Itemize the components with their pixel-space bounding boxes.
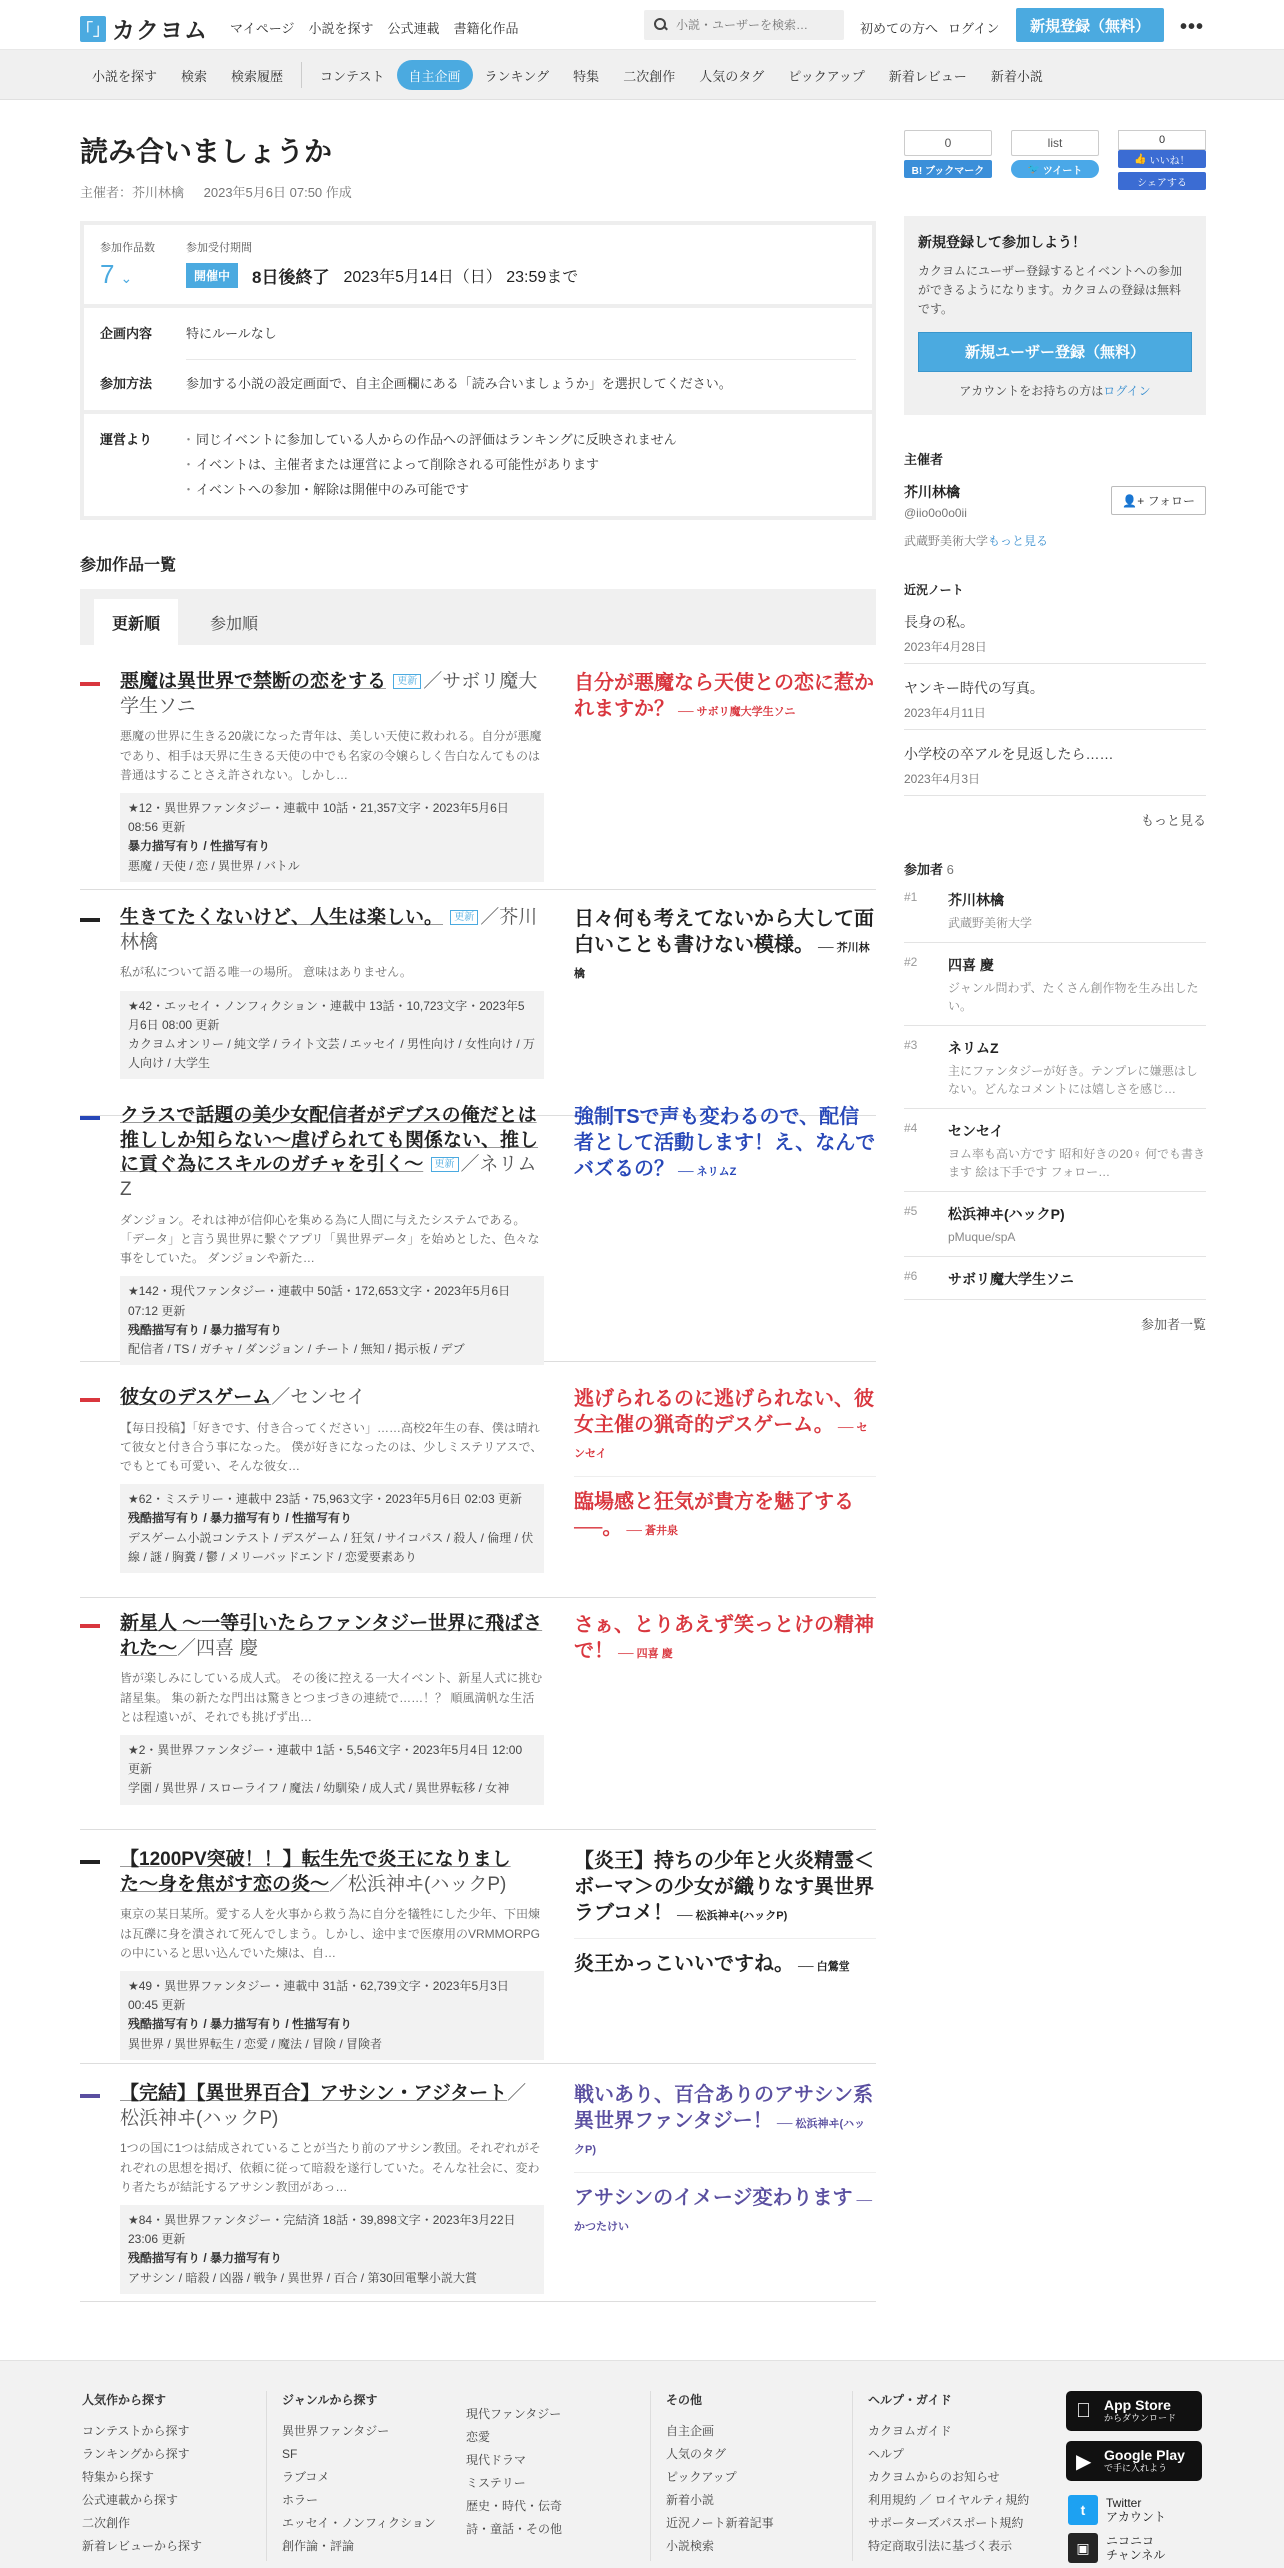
works-section-title: 参加作品一覧 bbox=[80, 557, 177, 575]
work-warnings: 残酷描写有り / 暴力描写有り bbox=[128, 1322, 283, 1337]
twitter-account-link[interactable]: t Twitter アカウント bbox=[1068, 2495, 1166, 2525]
work-color-bar bbox=[80, 1398, 100, 1402]
subnav-feature[interactable]: 特集 bbox=[573, 68, 600, 84]
host-name[interactable]: 芥川林檎 bbox=[904, 483, 960, 500]
nav-official-serials[interactable]: 公式連載 bbox=[387, 21, 440, 36]
twitter-bird-icon: 🐦 bbox=[1027, 163, 1041, 175]
subnav-pickup[interactable]: ピックアップ bbox=[788, 68, 865, 84]
tweet-button[interactable]: 🐦 ツイート bbox=[1011, 160, 1099, 178]
work-title-link[interactable]: 【1200PV突破！！】転生先で炎王になりました〜身を焦がす恋の炎〜 bbox=[120, 1849, 511, 1895]
review-author: ── ネリムZ bbox=[678, 1166, 737, 1178]
footer-link[interactable]: エッセイ・ノンフィクション bbox=[282, 2516, 436, 2530]
add-user-icon: 👤+ bbox=[1122, 494, 1145, 509]
review-author: ── 松浜神ヰ(ハックP) bbox=[677, 1910, 788, 1922]
footer-heading: その他 bbox=[666, 2393, 703, 2407]
note-title[interactable]: 小学校の卒アルを見返したら…… bbox=[904, 745, 1114, 762]
work-stats: ★2・異世界ファンタジー・連載中 1話・5,546文字・2023年5月4日 12:00 更新 bbox=[128, 1742, 523, 1777]
method-value: 参加する小説の設定画面で、自主企画欄にある「読み合いましょうか」を選択してください。 bbox=[186, 375, 732, 391]
subnav-find-novels[interactable]: 小説を探す bbox=[92, 68, 158, 84]
review-catchphrase[interactable]: 日々何も考えてないから大して面白いことも書けない模様。 ── 芥川林檎 bbox=[574, 908, 874, 980]
footer-heading: ヘルプ・ガイド bbox=[868, 2393, 952, 2407]
host-affiliation: 武蔵野美術大学もっと見る bbox=[904, 533, 1049, 548]
subnav-new-novels[interactable]: 新着小説 bbox=[990, 68, 1043, 84]
follow-button[interactable]: 👤+ フォロー bbox=[1111, 486, 1206, 515]
remaining-days: 8日後終了 bbox=[252, 268, 330, 287]
sidebar-login-link[interactable]: ログイン bbox=[1103, 383, 1151, 398]
join-box bbox=[904, 216, 1206, 415]
participant-item[interactable] bbox=[904, 1192, 1206, 1257]
footer-link[interactable]: ヘルプ bbox=[868, 2447, 905, 2461]
participant-desc: pMuque/spA bbox=[948, 1229, 1016, 1244]
host-heading: 主催者 bbox=[904, 451, 944, 467]
work-meta bbox=[120, 1484, 544, 1573]
footer-link[interactable]: 創作論・評論 bbox=[282, 2539, 355, 2553]
work-stats: ★12・異世界ファンタジー・連載中 10話・21,357文字・2023年5月6日 08:56 更新 bbox=[128, 800, 509, 835]
deadline: 2023年5月14日（日） 23:59まで bbox=[343, 269, 579, 286]
review-author: ── 蒼井泉 bbox=[626, 1525, 678, 1537]
footer-link[interactable]: SF bbox=[282, 2447, 298, 2461]
work-tags[interactable]: 異世界 / 異世界転生 / 恋愛 / 魔法 / 冒険 / 冒険者 bbox=[128, 2036, 383, 2051]
review-author: ── 白鶯堂 bbox=[798, 1961, 850, 1973]
footer-col-popular bbox=[82, 2391, 202, 2558]
participant-desc: ジャンル問わず、たくさん創作物を生み出したい。 bbox=[948, 980, 1199, 1013]
footer-link[interactable]: 詩・童話・その他 bbox=[466, 2522, 563, 2536]
participants-section bbox=[904, 859, 1206, 1333]
work-author[interactable]: ／サボリ魔大学生ソニ bbox=[120, 671, 538, 717]
work-intro: 私が私について語る唯一の場所。 意味はありません。 bbox=[120, 965, 412, 980]
work-item bbox=[80, 1104, 876, 1362]
note-item[interactable] bbox=[904, 664, 1206, 730]
work-author[interactable]: ／ネリムZ bbox=[120, 1154, 537, 1201]
work-tags[interactable]: 学園 / 異世界 / スローライフ / 魔法 / 幼馴染 / 成人式 / 異世界転移 / 女神 bbox=[128, 1781, 510, 1796]
apple-icon bbox=[1076, 2400, 1098, 2423]
review-catchphrase[interactable]: 逃げられるのに逃げられない、彼女主催の猟奇的デスゲーム。 ── センセイ bbox=[574, 1388, 874, 1460]
entry-count-value[interactable]: 7 ⌄ bbox=[100, 259, 133, 289]
footer-link[interactable]: 人気のタグ bbox=[666, 2447, 727, 2461]
facebook-share-button[interactable]: シェアする bbox=[1118, 172, 1206, 190]
note-date: 2023年4月3日 bbox=[904, 771, 981, 786]
login-link[interactable]: ログイン bbox=[948, 21, 1000, 36]
work-meta bbox=[120, 1735, 544, 1805]
subnav-search[interactable]: 検索 bbox=[181, 68, 208, 84]
footer-link[interactable]: カクヨムガイド bbox=[868, 2424, 952, 2438]
review-author: ── サボリ魔大学生ソニ bbox=[678, 706, 796, 718]
footer-heading: ジャンルから探す bbox=[282, 2393, 378, 2407]
ops-rule: ・ イベントへの参加・解除は開催中のみ可能です bbox=[186, 478, 677, 503]
work-color-bar bbox=[80, 682, 100, 686]
join-title: 新規登録して参加しよう！ bbox=[918, 234, 1086, 250]
thumbs-up-icon: 👍 bbox=[1134, 153, 1147, 165]
work-intro: 皆が楽しみにしている成人式。 その後に控える一大イベント、新星人式に挑む諸星集。 集の新たな門出は驚きとつまづきの連続で……！？ 順風満帆な生活とは程遠いが、それでも挑げず出… bbox=[120, 1671, 543, 1724]
footer-link[interactable]: ランキングから探す bbox=[82, 2447, 190, 2461]
work-intro: 悪魔の世界に生きる20歳になった青年は、美しい天使に救われる。自分が悪魔であり、相手は天界に生きる天使の中でも名家の令嬢らしく告白なんてものは普通はすることさえ許されない。しかし… bbox=[120, 729, 542, 782]
top-header bbox=[0, 0, 1284, 50]
play-icon: ▶ bbox=[1076, 2450, 1092, 2473]
work-stats: ★49・異世界ファンタジー・連載中 31話・62,739文字・2023年5月3日 00:45 更新 bbox=[128, 1978, 509, 2013]
review-catchphrase[interactable]: 臨場感と狂気が貴方を魅了する──。 ── 蒼井泉 bbox=[574, 1491, 854, 1539]
work-color-bar bbox=[80, 1116, 100, 1120]
work-item bbox=[80, 906, 876, 1116]
work-author[interactable]: ／松浜神ヰ(ハックP) bbox=[329, 1873, 507, 1895]
created-date: 2023年5月6日 07:50 作成 bbox=[203, 185, 352, 200]
top-nav bbox=[230, 18, 519, 37]
work-title-link[interactable]: 新星人 〜一等引いたらファンタジー世界に飛ばされた〜 bbox=[120, 1613, 543, 1659]
entry-count bbox=[100, 239, 186, 290]
method-label: 参加方法 bbox=[100, 375, 153, 391]
logo-text: カクヨム bbox=[112, 17, 208, 43]
review-author: ── センセイ bbox=[574, 1422, 868, 1460]
app-store-button[interactable]: App Store からダウンロード bbox=[1066, 2391, 1202, 2431]
participant-item[interactable] bbox=[904, 1026, 1206, 1109]
review-author: ── 松浜神ヰ(ハックP) bbox=[574, 2118, 866, 2156]
ops-label: 運営より bbox=[100, 432, 153, 448]
review-author: ── 芥川林檎 bbox=[574, 942, 870, 980]
entry-count-label: 参加作品数 bbox=[100, 242, 155, 254]
participant-item[interactable] bbox=[904, 943, 1206, 1026]
hatena-count: 0 bbox=[904, 130, 992, 156]
footer-link[interactable]: コンテストから探す bbox=[82, 2424, 190, 2438]
main-content bbox=[80, 120, 876, 645]
participant-desc: 主にファンタジーが好き。テンプレに嫌悪はしない。どんなコメントには嬉しさを感じ… bbox=[948, 1063, 1198, 1096]
footer-link[interactable]: 小説検索 bbox=[666, 2539, 715, 2553]
work-warnings: 残酷描写有り / 暴力描写有り / 性描写有り bbox=[128, 1511, 353, 1526]
work-meta bbox=[120, 991, 544, 1080]
nav-published-works[interactable]: 書籍化作品 bbox=[453, 21, 519, 36]
kakuyomu-logo[interactable] bbox=[77, 12, 208, 45]
work-meta bbox=[120, 1971, 544, 2060]
status-badge: 開催中 bbox=[186, 263, 238, 288]
review-author: ── かつたけい bbox=[574, 2195, 873, 2233]
page-title: 読み合いましょうか bbox=[80, 136, 333, 167]
organizer-name[interactable]: 主催者：芥川林檎 bbox=[80, 185, 185, 200]
updated-badge: 更新 bbox=[393, 674, 421, 689]
footer-link[interactable]: 利用規約 ／ ロイヤルティ規約 bbox=[868, 2493, 1030, 2507]
participant-rank: #1 bbox=[904, 889, 918, 904]
ops-rule: ・ イベントは、主催者または運営によって削除される可能性があります bbox=[186, 453, 677, 478]
notes-section bbox=[904, 581, 1206, 829]
work-stats: ★142・現代ファンタジー・連載中 50話・172,653文字・2023年5月6日 07:12 更新 bbox=[128, 1284, 511, 1318]
participant-rank: #6 bbox=[904, 1268, 918, 1283]
footer-link[interactable]: 公式連載から探す bbox=[82, 2493, 179, 2507]
footer-link[interactable]: サポーターズパスポート規約 bbox=[868, 2516, 1024, 2530]
work-item bbox=[80, 1386, 876, 1598]
divider bbox=[574, 1476, 876, 1477]
work-tags[interactable]: アサシン / 暗殺 / 凶器 / 戦争 / 異世界 / 百合 / 第30回電撃小説大賞 bbox=[128, 2270, 477, 2285]
organizer-line bbox=[80, 182, 876, 201]
note-item[interactable] bbox=[904, 730, 1206, 796]
participant-name[interactable]: 芥川林檎 bbox=[948, 891, 1004, 908]
work-intro: 1つの国に1つは結成されていることが当たり前のアサシン教団。それぞれがそれぞれの思想を掲げ、依頼に従って暗殺を遂行していた。そんな社会に、変わり者たちが結託するアサシン教団があっ… bbox=[120, 2141, 541, 2194]
work-meta bbox=[120, 1276, 544, 1365]
footer-link[interactable]: ホラー bbox=[282, 2493, 319, 2507]
work-item bbox=[80, 1848, 876, 2064]
work-title-link[interactable]: 【完結】【異世界百合】アサシン・アジタート bbox=[120, 2083, 508, 2104]
notes-heading: 近況ノート bbox=[904, 582, 964, 597]
footer-link[interactable]: 現代ファンタジー bbox=[466, 2407, 562, 2421]
content-value: 特にルールなし bbox=[186, 326, 277, 341]
participant-name[interactable]: ネリムZ bbox=[948, 1039, 999, 1056]
notes-more-link[interactable]: もっと見る bbox=[1140, 812, 1206, 828]
signup-button[interactable]: 新規登録（無料） bbox=[1016, 8, 1164, 42]
ops-rule: ・ 同じイベントに参加している人からの作品への評価はランキングに反映されません bbox=[186, 428, 677, 453]
join-text: カクヨムにユーザー登録するとイベントへの参加ができるようになります。カクヨムの登録は無料です。 bbox=[918, 264, 1183, 317]
participants-heading: 参加者 6 bbox=[904, 861, 954, 877]
work-title-link[interactable]: 生きてたくないけど、人生は楽しい。 bbox=[120, 907, 444, 928]
work-tags[interactable]: 悪魔 / 天使 / 恋 / 異世界 / バトル bbox=[128, 858, 300, 873]
participant-item[interactable] bbox=[904, 1109, 1206, 1192]
work-warnings: 暴力描写有り / 性描写有り bbox=[128, 839, 271, 854]
subnav-contest[interactable]: コンテスト bbox=[320, 68, 385, 84]
search-box[interactable] bbox=[644, 10, 844, 40]
work-author[interactable]: ／芥川林檎 bbox=[120, 907, 538, 953]
work-warnings: 残酷描写有り / 暴力描写有り / 性描写有り bbox=[128, 2017, 353, 2032]
work-stats: ★62・ミステリー・連載中 23話・75,963文字・2023年5月6日 02:03 更新 bbox=[128, 1492, 522, 1507]
participant-desc: 武蔵野美術大学 bbox=[948, 915, 1033, 930]
participant-name[interactable]: センセイ bbox=[948, 1122, 1004, 1139]
nav-mypage[interactable]: マイページ bbox=[230, 21, 295, 36]
tab-joined-order[interactable]: 参加順 bbox=[210, 615, 259, 633]
search-input[interactable] bbox=[676, 18, 836, 32]
search-icon[interactable] bbox=[654, 18, 668, 32]
host-id: @iio0o0o0ii bbox=[904, 505, 967, 520]
participant-desc: ヨム率も高い方です 昭和好きの20♀ 何でも書きます 絵は下手です フォロー… bbox=[948, 1146, 1206, 1179]
host-more-link[interactable]: もっと見る bbox=[988, 533, 1049, 548]
content-label: 企画内容 bbox=[100, 326, 153, 341]
note-date: 2023年4月11日 bbox=[904, 705, 986, 720]
participant-rank: #4 bbox=[904, 1120, 918, 1135]
participants-count: 6 bbox=[946, 861, 954, 877]
work-item bbox=[80, 670, 876, 890]
note-title[interactable]: 長身の私。 bbox=[904, 613, 974, 630]
first-time-link[interactable]: 初めての方へ bbox=[860, 21, 939, 36]
footer-col-genre-2 bbox=[466, 2391, 562, 2541]
work-color-bar bbox=[80, 1624, 100, 1628]
footer-link[interactable]: 恋愛 bbox=[466, 2430, 491, 2444]
register-user-button[interactable]: 新規ユーザー登録（無料） bbox=[918, 332, 1192, 372]
footer-link[interactable]: 自主企画 bbox=[666, 2424, 715, 2438]
more-menu-icon[interactable]: ••• bbox=[1180, 16, 1205, 38]
work-intro: ダンジョン。それは神が信仰心を集める為に人間に与えたシステムである。 「データ」と言う異世界に繋ぐアプリ「異世界データ」を始めとした、色々な事をしていた。 ダンジョンや新た… bbox=[120, 1212, 540, 1266]
nav-find-novels[interactable]: 小説を探す bbox=[308, 21, 374, 36]
sidebar bbox=[904, 120, 1206, 1333]
twitter-icon: t bbox=[1068, 2495, 1098, 2525]
work-color-bar bbox=[80, 2094, 100, 2098]
footer-col-other bbox=[666, 2391, 774, 2558]
participant-item[interactable] bbox=[904, 878, 1206, 943]
participants-all-link[interactable]: 参加者一覧 bbox=[1140, 1316, 1206, 1332]
footer-link[interactable]: ピックアップ bbox=[666, 2470, 737, 2484]
facebook-count: 0 bbox=[1118, 130, 1206, 150]
review-catchphrase[interactable]: 戦いあり、百合ありのアサシン系異世界ファンタジー！ ── 松浜神ヰ(ハックP) bbox=[574, 2084, 874, 2156]
work-title-link[interactable]: クラスで話題の美少女配信者がデブスの俺だとは推ししか知らない〜虐げられても関係ない、推しに貢ぐ為にスキルのガチャを引く〜 bbox=[120, 1105, 539, 1176]
host-section bbox=[904, 449, 1206, 549]
work-intro: 【毎日投稿】「好きです、付き合ってください」……高校2年生の春、僕は晴れて彼女と付き合う事になった。 僕が好きになったのは、少しミステリアスで、でもとても可愛い、そんな彼女… bbox=[120, 1420, 543, 1474]
work-stats: ★84・異世界ファンタジー・完結済 18話・39,898文字・2023年3月22日 23:06 更新 bbox=[128, 2212, 516, 2247]
footer-link[interactable]: 現代ドラマ bbox=[466, 2453, 527, 2467]
footer-divider bbox=[266, 2391, 267, 2561]
work-intro: 東京の某日某所。愛する人を火事から救う為に自分を犠牲にした少年、下田煉は瓦礫に身を潰されて死んでしまう。しかし、途中まで医療用のVRMMORPGの中にいると思い込んでいた煉は、自… bbox=[120, 1907, 541, 1960]
review-catchphrase[interactable]: アサシンのイメージ変わります ── かつたけい bbox=[574, 2187, 873, 2233]
subnav-popular-tags[interactable]: 人気のタグ bbox=[699, 68, 765, 84]
note-title[interactable]: ヤンキー時代の写真。 bbox=[904, 679, 1044, 696]
footer-divider bbox=[650, 2391, 651, 2561]
niconico-channel-link[interactable]: ▣ ニコニコ チャンネル bbox=[1068, 2533, 1165, 2563]
work-item bbox=[80, 1612, 876, 1830]
event-info-box bbox=[80, 221, 876, 520]
footer-link[interactable]: ミステリー bbox=[466, 2476, 526, 2490]
entry-period bbox=[186, 239, 578, 290]
footer-link[interactable]: ラブコメ bbox=[282, 2470, 330, 2484]
logo-mark-icon: 「」 bbox=[80, 16, 106, 42]
subnav-ranking[interactable]: ランキング bbox=[484, 68, 550, 84]
footer-link[interactable]: カクヨムからのお知らせ bbox=[868, 2470, 1000, 2484]
subnav-search-history[interactable]: 検索履歴 bbox=[231, 68, 284, 84]
tab-updated-order[interactable]: 更新順 bbox=[94, 599, 178, 645]
share-buttons bbox=[904, 130, 1206, 190]
footer-link[interactable]: 二次創作 bbox=[82, 2516, 131, 2530]
divider bbox=[186, 359, 856, 360]
review-catchphrase[interactable]: さぁ、とりあえず笑っとけの精神で！ ── 四喜 慶 bbox=[574, 1614, 874, 1662]
note-item[interactable] bbox=[904, 598, 1206, 664]
subnav-new-reviews[interactable]: 新着レビュー bbox=[888, 68, 967, 84]
footer-link[interactable]: 近況ノート新着記事 bbox=[666, 2516, 774, 2530]
footer bbox=[0, 2360, 1284, 2568]
participant-name[interactable]: 四喜 慶 bbox=[948, 956, 994, 973]
footer-divider bbox=[852, 2391, 853, 2561]
work-meta bbox=[120, 793, 544, 882]
review-catchphrase[interactable]: 【炎王】持ちの少年と火炎精霊＜ボーマ＞の少女が織りなす異世界ラブコメ！ ── 松浜神ヰ(ハックP) bbox=[574, 1850, 874, 1924]
divider bbox=[574, 1938, 876, 1939]
participant-rank: #2 bbox=[904, 954, 918, 969]
tweet-count: list bbox=[1011, 130, 1099, 156]
footer-link[interactable]: 特集から探す bbox=[82, 2470, 155, 2484]
work-meta bbox=[120, 2205, 544, 2294]
review-catchphrase[interactable]: 自分が悪魔なら天使との恋に惹かれますか？ ── サボリ魔大学生ソニ bbox=[574, 672, 874, 720]
work-item bbox=[80, 2082, 876, 2302]
work-title-link[interactable]: 悪魔は異世界で禁断の恋をする bbox=[120, 671, 387, 692]
work-tags[interactable]: デスゲーム小説コンテスト / デスゲーム / 狂気 / サイコパス / 殺人 / 倫理 / 伏線 / 謎 / 胸糞 / 鬱 / メリーバッドエンド / 恋愛要素あり bbox=[128, 1530, 534, 1564]
work-author[interactable]: ／松浜神ヰ(ハックP) bbox=[120, 2083, 527, 2129]
work-color-bar bbox=[80, 1860, 100, 1864]
footer-heading: 人気作から探す bbox=[82, 2393, 167, 2407]
participant-rank: #5 bbox=[904, 1203, 918, 1218]
work-stats: ★42・エッセイ・ノンフィクション・連載中 13話・10,723文字・2023年5月6日 08:00 更新 bbox=[128, 998, 525, 1032]
footer-link[interactable]: 歴史・時代・伝奇 bbox=[466, 2499, 563, 2513]
review-catchphrase[interactable]: 炎王かっこいいですね。 ── 白鶯堂 bbox=[574, 1953, 850, 1975]
updated-badge: 更新 bbox=[450, 910, 478, 925]
work-color-bar bbox=[80, 918, 100, 922]
work-tags[interactable]: 配信者 / TS / ガチャ / ダンジョン / チート / 無知 / 掲示板 / デブ bbox=[128, 1341, 465, 1356]
niconico-icon: ▣ bbox=[1068, 2533, 1098, 2563]
footer-col-genre bbox=[282, 2391, 436, 2558]
footer-link[interactable]: 異世界ファンタジー bbox=[282, 2424, 390, 2438]
hatena-bookmark-button[interactable]: B! ブックマーク bbox=[904, 160, 992, 178]
period-label: 参加受付期間 bbox=[186, 242, 252, 254]
sort-tabs bbox=[80, 589, 876, 645]
participant-name[interactable]: 松浜神ヰ(ハックP) bbox=[948, 1205, 1065, 1222]
work-author[interactable]: ／センセイ bbox=[271, 1387, 366, 1408]
footer-link[interactable]: 新着レビューから探す bbox=[82, 2539, 203, 2553]
sub-nav bbox=[0, 50, 1284, 100]
subnav-divider bbox=[301, 62, 302, 88]
review-catchphrase[interactable]: 強制TSで声も変わるので、配信者として活動します！え、なんでバズるの？ ── ネリムZ bbox=[574, 1106, 876, 1180]
divider bbox=[574, 2172, 876, 2173]
work-warnings: 残酷描写有り / 暴力描写有り bbox=[128, 2251, 283, 2266]
updated-badge: 更新 bbox=[431, 1157, 459, 1172]
participant-name[interactable]: サボリ魔大学生ソニ bbox=[948, 1270, 1074, 1287]
work-title-link[interactable]: 彼女のデスゲーム bbox=[120, 1387, 272, 1408]
participant-rank: #3 bbox=[904, 1037, 918, 1052]
footer-link[interactable]: 特定商取引法に基づく表示 bbox=[868, 2539, 1013, 2553]
ops-rules bbox=[186, 428, 677, 502]
footer-link[interactable]: 新着小説 bbox=[666, 2493, 715, 2507]
participant-item[interactable] bbox=[904, 1257, 1206, 1300]
review-author: ── 四喜 慶 bbox=[618, 1648, 673, 1660]
subnav-fanfiction[interactable]: 二次創作 bbox=[623, 68, 676, 84]
work-author[interactable]: ／四喜 慶 bbox=[177, 1637, 259, 1659]
join-login-line: アカウントをお持ちの方はログイン bbox=[959, 383, 1151, 398]
footer-col-help bbox=[868, 2391, 1029, 2558]
work-tags[interactable]: カクヨムオンリー / 純文学 / ライト文芸 / エッセイ / 男性向け / 女性向け / 万人向け / 大学生 bbox=[128, 1036, 536, 1071]
google-play-button[interactable]: ▶ Google Play で手に入れよう bbox=[1066, 2441, 1202, 2481]
chevron-down-icon: ⌄ bbox=[120, 270, 133, 286]
subnav-self-project[interactable]: 自主企画 bbox=[397, 60, 473, 90]
facebook-like-button[interactable]: 👍 いいね！ bbox=[1118, 150, 1206, 168]
note-date: 2023年4月28日 bbox=[904, 639, 987, 654]
